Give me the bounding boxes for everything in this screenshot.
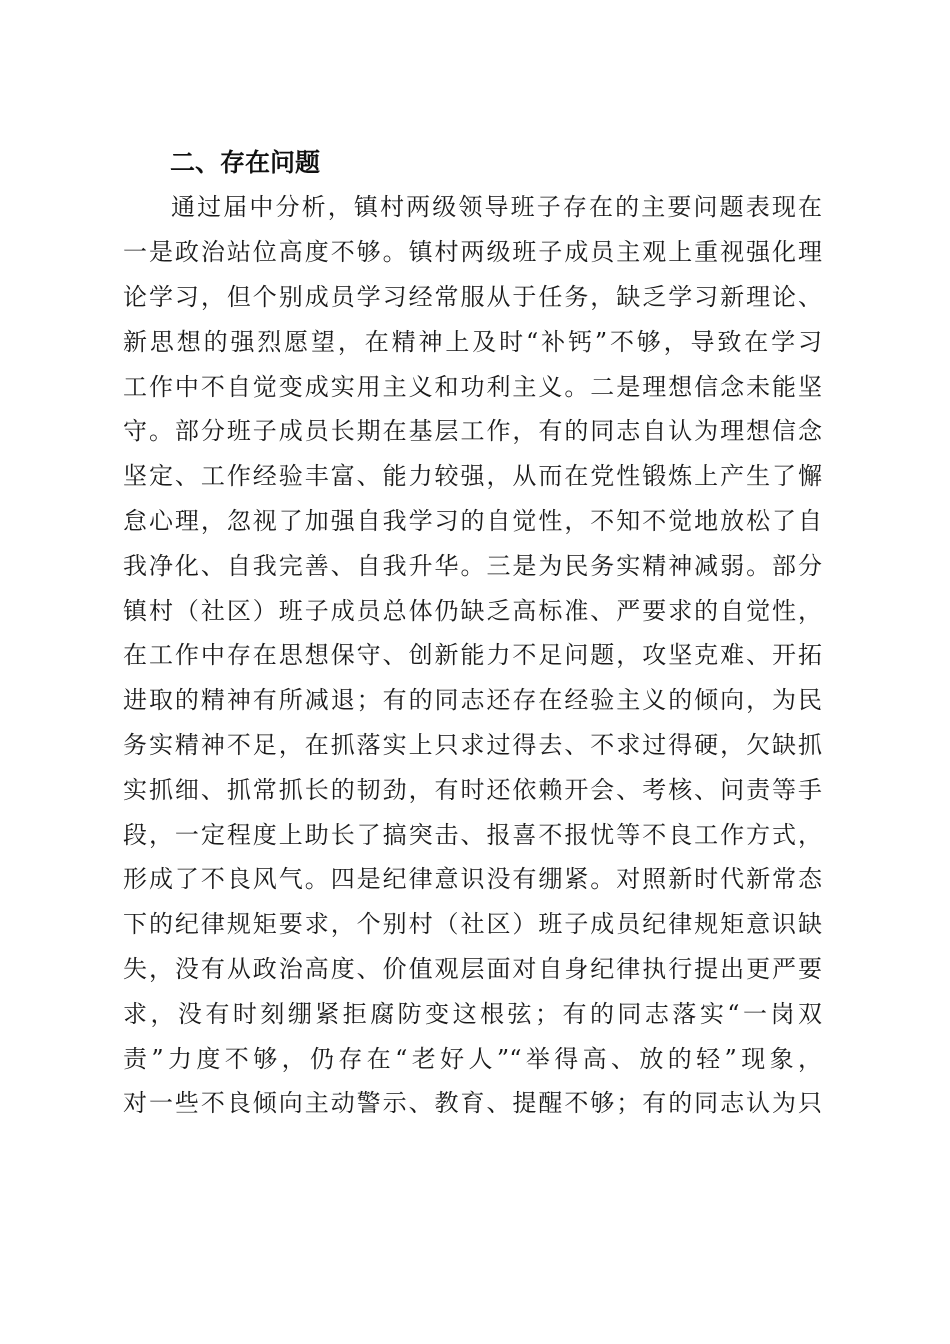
paragraph-line-21: 对一些不良倾向主动警示、教育、提醒不够；有的同志认为只 xyxy=(123,1089,822,1117)
paragraph-line-3: 论学习，但个别成员学习经常服从于任务，缺乏学习新理论、 xyxy=(123,283,822,311)
paragraph-line-19: 求，没有时刻绷紧拒腐防变这根弦；有的同志落实“一岗双 xyxy=(123,1000,822,1028)
paragraph-line-7: 坚定、工作经验丰富、能力较强，从而在党性锻炼上产生了懈 xyxy=(123,462,822,490)
paragraph-line-17: 下的纪律规矩要求，个别村（社区）班子成员纪律规矩意识缺 xyxy=(123,910,822,938)
paragraph-line-15: 段，一定程度上助长了搞突击、报喜不报忧等不良工作方式， xyxy=(123,821,822,849)
paragraph-line-12: 进取的精神有所减退；有的同志还存在经验主义的倾向，为民 xyxy=(123,686,822,714)
paragraph-line-2: 一是政治站位高度不够。镇村两级班子成员主观上重视强化理 xyxy=(123,238,822,266)
paragraph-line-10: 镇村（社区）班子成员总体仍缺乏高标准、严要求的自觉性， xyxy=(123,597,822,625)
paragraph-line-9: 我净化、自我完善、自我升华。三是为民务实精神减弱。部分 xyxy=(123,552,822,580)
paragraph-line-8: 怠心理，忽视了加强自我学习的自觉性，不知不觉地放松了自 xyxy=(123,507,822,535)
paragraph-line-1: 通过届中分析，镇村两级领导班子存在的主要问题表现在 xyxy=(171,193,822,221)
paragraph-line-5: 工作中不自觉变成实用主义和功利主义。二是理想信念未能坚 xyxy=(123,373,822,401)
paragraph-line-11: 在工作中存在思想保守、创新能力不足问题，攻坚克难、开拓 xyxy=(123,641,822,669)
paragraph-line-6: 守。部分班子成员长期在基层工作，有的同志自认为理想信念 xyxy=(123,417,822,445)
paragraph-line-14: 实抓细、抓常抓长的韧劲，有时还依赖开会、考核、问责等手 xyxy=(123,776,822,804)
paragraph-line-4: 新思想的强烈愿望，在精神上及时“补钙”不够，导致在学习 xyxy=(123,328,822,356)
paragraph-line-18: 失，没有从政治高度、价值观层面对自身纪律执行提出更严要 xyxy=(123,955,822,983)
paragraph-line-16: 形成了不良风气。四是纪律意识没有绷紧。对照新时代新常态 xyxy=(123,865,822,893)
paragraph-line-20: 责”力度不够，仍存在“老好人”“举得高、放的轻”现象， xyxy=(123,1045,822,1073)
section-heading: 二、存在问题 xyxy=(170,148,321,177)
paragraph-line-13: 务实精神不足，在抓落实上只求过得去、不求过得硬，欠缺抓 xyxy=(123,731,822,759)
